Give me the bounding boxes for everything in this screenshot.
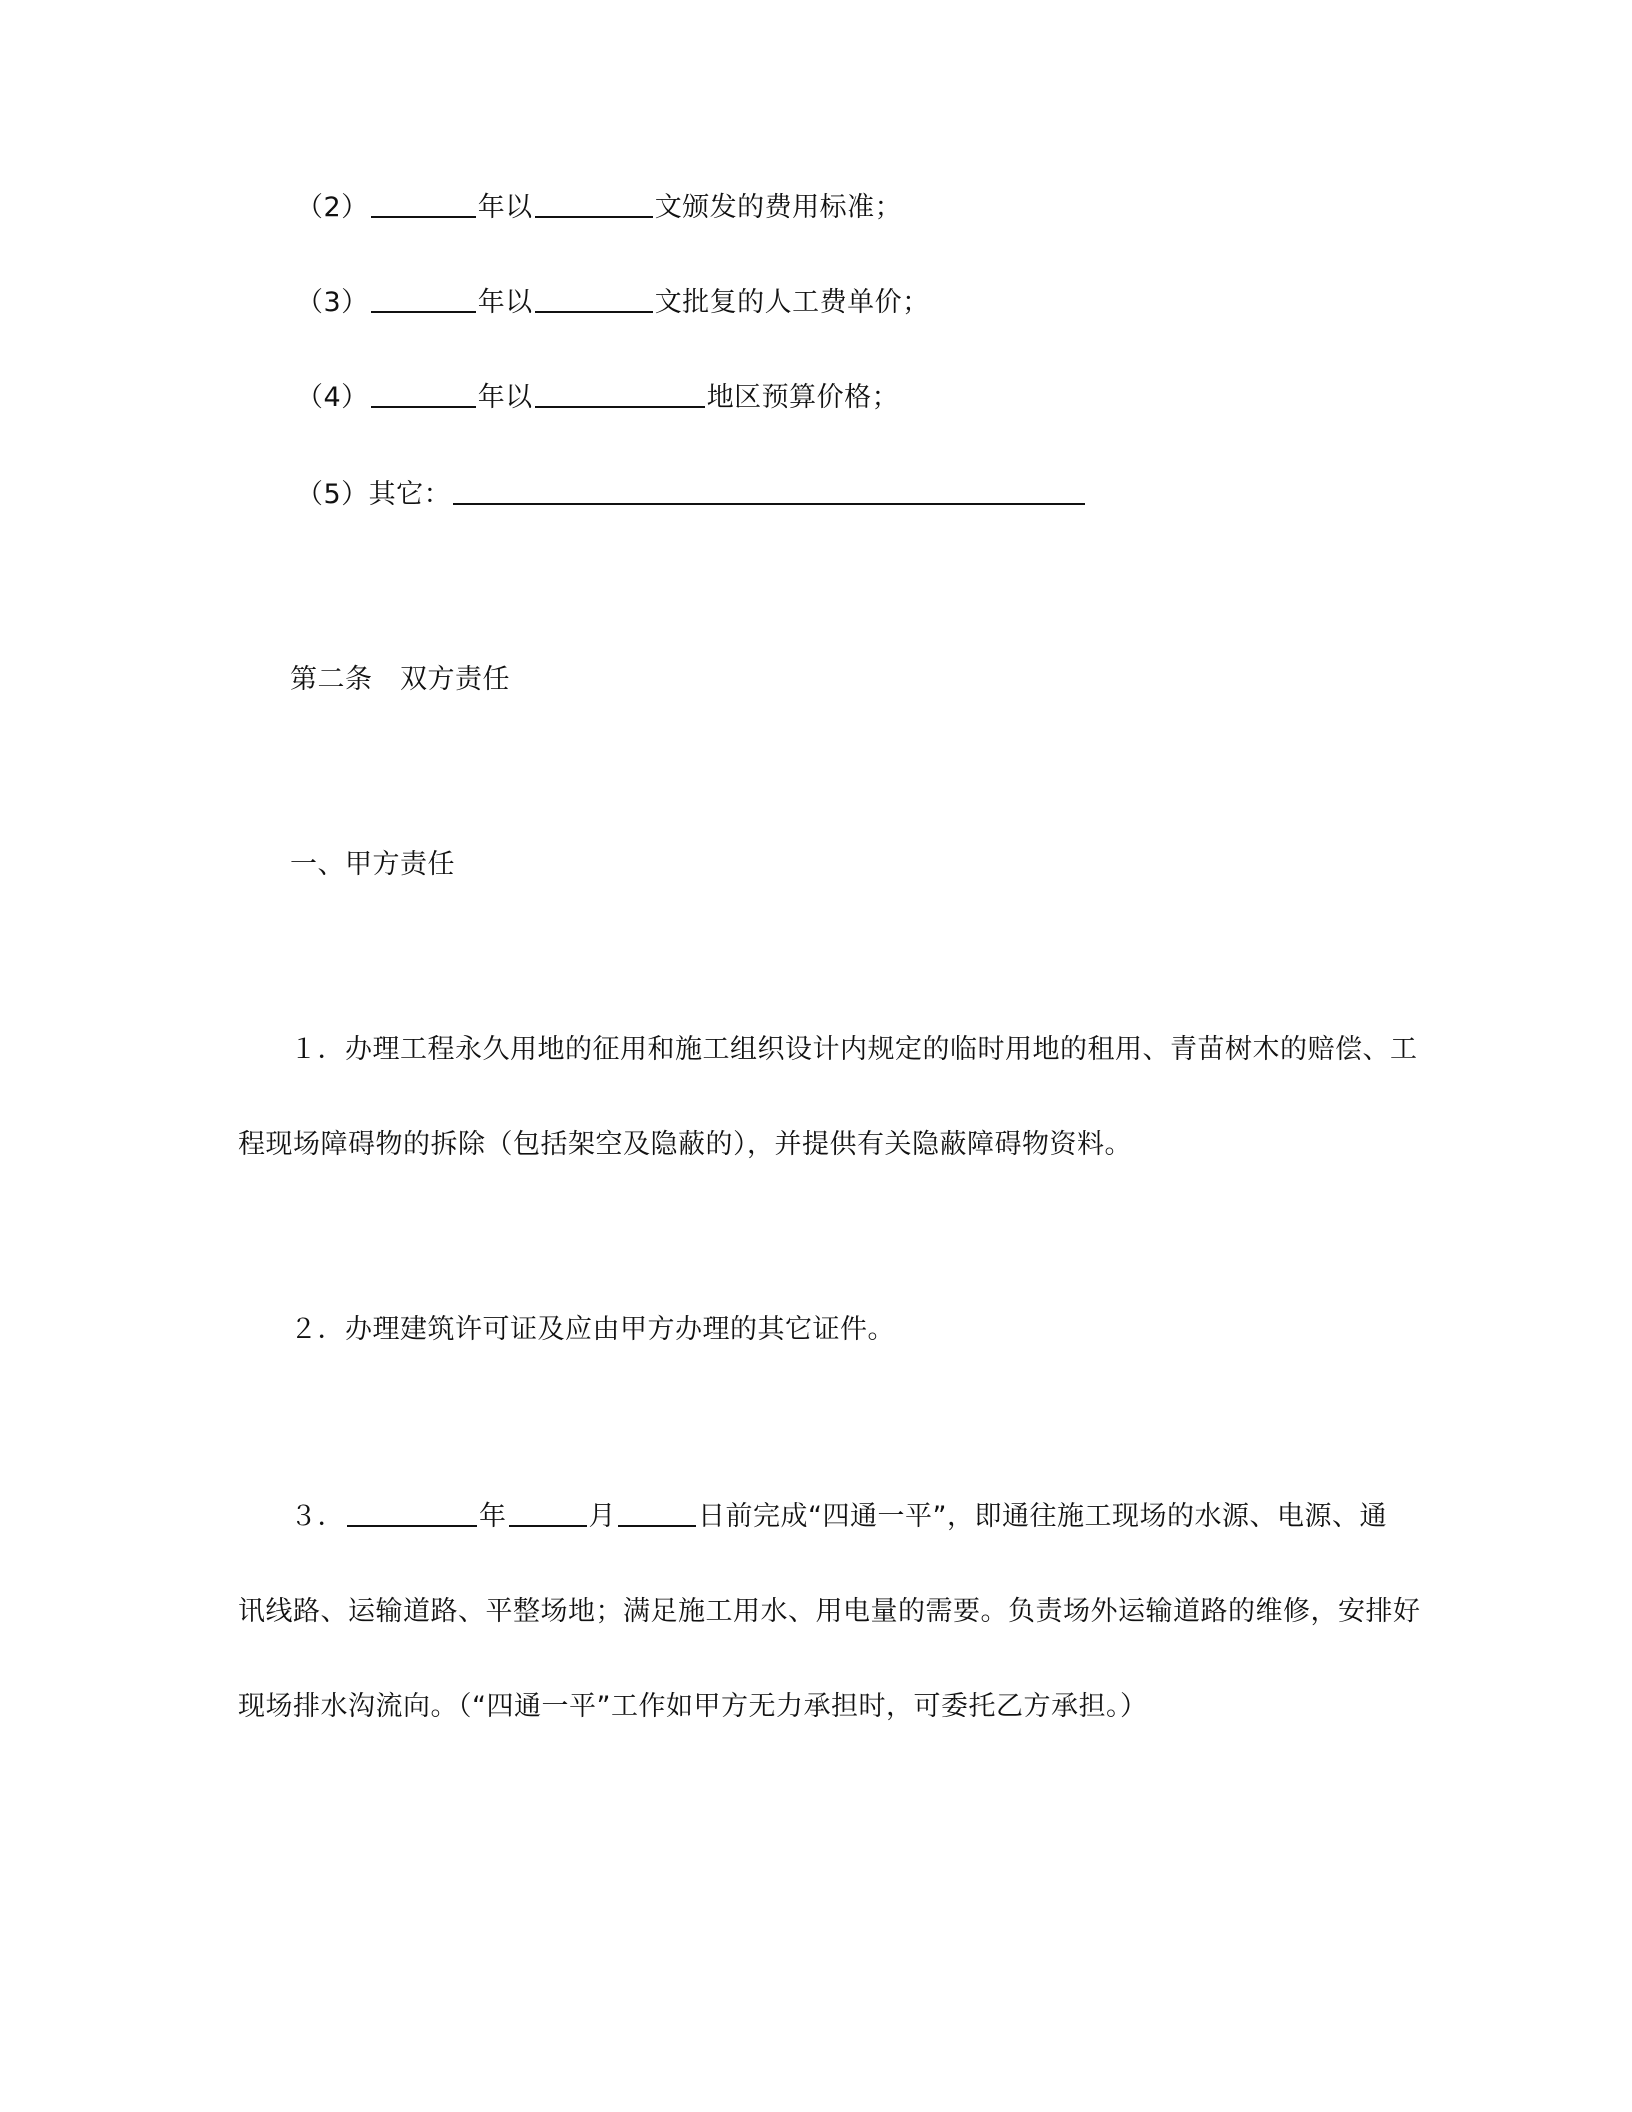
item-3-suffix: 文批复的人工费单价； bbox=[654, 287, 930, 318]
item-2-suffix: 文颁发的费用标准； bbox=[654, 192, 903, 223]
party-a-heading: 一、甲方责任 bbox=[290, 849, 455, 880]
item-3-year-label: 年以 bbox=[477, 287, 533, 318]
clause-3-line-1 bbox=[290, 1497, 1387, 1537]
item-2-year-label: 年以 bbox=[477, 192, 533, 223]
item-2-line bbox=[296, 188, 902, 228]
item-5-line bbox=[296, 475, 1087, 515]
item-3-prefix: （3） bbox=[296, 287, 369, 318]
clause-3-suffix: 日前完成“四通一平”，即通往施工现场的水源、电源、通 bbox=[698, 1501, 1387, 1532]
clause-3-prefix: ３． bbox=[290, 1501, 345, 1532]
item-3-line bbox=[296, 283, 930, 323]
item-2-prefix: （2） bbox=[296, 192, 369, 223]
clause-3-month-blank[interactable] bbox=[509, 1499, 587, 1527]
clause-1-line-1: １．办理工程永久用地的征用和施工组织设计内规定的临时用地的租用、青苗树木的赔偿、工 bbox=[290, 1034, 1418, 1065]
clause-1-line-2: 程现场障碍物的拆除（包括架空及隐蔽的），并提供有关隐蔽障碍物资料。 bbox=[238, 1129, 1132, 1160]
item-2-doc-blank[interactable] bbox=[535, 190, 653, 218]
item-4-region-blank[interactable] bbox=[535, 380, 705, 408]
item-4-year-blank[interactable] bbox=[371, 380, 476, 408]
item-4-suffix: 地区预算价格； bbox=[706, 382, 900, 413]
item-5-other-blank[interactable] bbox=[453, 477, 1085, 505]
item-4-year-label: 年以 bbox=[477, 382, 533, 413]
clause-3-day-blank[interactable] bbox=[618, 1499, 696, 1527]
clause-3-month-label: 月 bbox=[588, 1501, 616, 1532]
item-5-prefix: （5）其它： bbox=[296, 479, 452, 510]
item-3-year-blank[interactable] bbox=[371, 285, 476, 313]
item-3-doc-blank[interactable] bbox=[535, 285, 653, 313]
clause-3-line-3: 现场排水沟流向。（“四通一平”工作如甲方无力承担时，可委托乙方承担。） bbox=[238, 1691, 1148, 1722]
item-2-year-blank[interactable] bbox=[371, 190, 476, 218]
clause-3-year-label: 年 bbox=[479, 1501, 507, 1532]
item-4-prefix: （4） bbox=[296, 382, 369, 413]
clause-3-line-2: 讯线路、运输道路、平整场地；满足施工用水、用电量的需要。负责场外运输道路的维修，安排好 bbox=[238, 1596, 1421, 1627]
clause-2-line-1: ２．办理建筑许可证及应由甲方办理的其它证件。 bbox=[290, 1314, 895, 1345]
article-2-heading: 第二条 双方责任 bbox=[290, 664, 510, 695]
clause-3-year-blank[interactable] bbox=[347, 1499, 477, 1527]
item-4-line bbox=[296, 378, 899, 418]
